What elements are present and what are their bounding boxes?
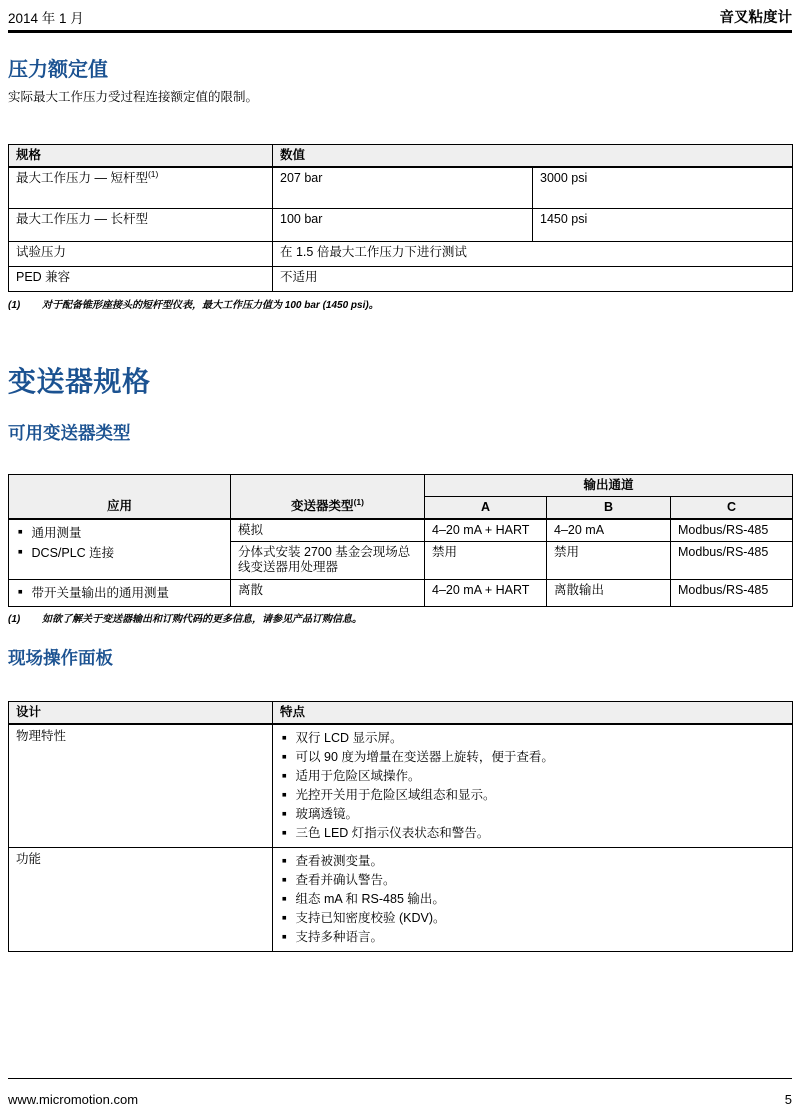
cell-value-psi: 1450 psi — [533, 208, 793, 241]
feature-item: ■ 光控开关用于危险区域组态和显示。 — [280, 786, 785, 805]
section-heading-transmitter-specs: 变送器规格 — [8, 365, 151, 397]
square-bullet-icon: ■ — [282, 932, 287, 942]
cell-channel-c: Modbus/RS-485 — [671, 542, 793, 580]
col-header-features: 特点 — [273, 702, 793, 725]
square-bullet-icon: ■ — [282, 875, 287, 885]
display-panel-table — [8, 701, 793, 952]
footnote-marker: (1) — [8, 614, 21, 626]
table-row — [9, 167, 793, 208]
square-bullet-icon: ■ — [18, 526, 23, 536]
square-bullet-icon: ■ — [282, 790, 287, 800]
square-bullet-icon: ■ — [282, 752, 287, 762]
square-bullet-icon: ■ — [282, 809, 287, 819]
header-date: 2014 年 1 月 — [8, 11, 84, 26]
cell-value-bar: 207 bar — [273, 167, 533, 208]
square-bullet-icon: ■ — [282, 894, 287, 904]
footnote-ref: (1) — [147, 168, 159, 179]
table-header-row — [9, 702, 793, 725]
cell-channel-c: Modbus/RS-485 — [671, 580, 793, 607]
col-header-application: 应用 — [9, 474, 231, 519]
subsection-heading-display-panel: 现场操作面板 — [8, 648, 113, 669]
cell-channel-a: 4–20 mA + HART — [425, 519, 547, 542]
col-header-transmitter-type: 变送器类型$^{(1)}$ — [231, 474, 425, 519]
table-row — [9, 241, 793, 266]
square-bullet-icon: ■ — [18, 546, 23, 556]
application-item: ■ DCS/PLC 连接 — [16, 543, 223, 563]
cell-design-label: 功能 — [9, 848, 273, 952]
col-header-channel-b: B — [547, 496, 671, 519]
feature-item: ■ 适用于危险区域操作。 — [280, 767, 785, 786]
feature-item: ■ 组态 mA 和 RS-485 输出。 — [280, 890, 785, 909]
transmitter-footnote — [8, 614, 792, 626]
subsection-heading-transmitter-types: 可用变送器类型 — [8, 422, 131, 443]
col-header-channel-a: A — [425, 496, 547, 519]
square-bullet-icon: ■ — [282, 771, 287, 781]
cell-spec-label: PED 兼容 — [9, 266, 273, 291]
square-bullet-icon: ■ — [282, 828, 287, 838]
feature-item: ■ 支持已知密度校验 (KDV)。 — [280, 909, 785, 928]
cell-channel-a: 禁用 — [425, 542, 547, 580]
cell-transmitter-type: 分体式安装 2700 基金会现场总线变送器用处理器 — [231, 542, 425, 580]
cell-spec-label: 试验压力 — [9, 241, 273, 266]
table-header-row — [9, 474, 793, 496]
cell-spec-label: 最大工作压力 — 短杆型$^{(1)}$ — [9, 167, 273, 208]
cell-application-group — [9, 519, 231, 580]
cell-spec-label: 最大工作压力 — 长杆型 — [9, 208, 273, 241]
cell-value-bar: 100 bar — [273, 208, 533, 241]
feature-item: ■ 玻璃透镜。 — [280, 805, 785, 824]
pressure-footnote — [8, 300, 792, 312]
cell-value-psi: 3000 psi — [533, 167, 793, 208]
cell-design-label: 物理特性 — [9, 724, 273, 848]
table-row — [9, 580, 793, 607]
feature-item: ■ 双行 LCD 显示屏。 — [280, 729, 785, 748]
footnote-marker: (1) — [8, 299, 21, 311]
table-header-row — [9, 145, 793, 168]
col-header-value: 数值 — [273, 145, 793, 168]
footnote-text: 对于配备锥形座接头的短杆型仪表，最大工作压力值为 100 bar (1450 psi)。 — [42, 299, 379, 311]
feature-item: ■ 三色 LED 灯指示仪表状态和警告。 — [280, 824, 785, 843]
pressure-intro-text: 实际最大工作压力受过程连接额定值的限制。 — [8, 90, 259, 104]
running-header — [8, 0, 792, 33]
cell-channel-b: 4–20 mA — [547, 519, 671, 542]
cell-application — [9, 580, 231, 607]
running-footer — [8, 1078, 792, 1107]
footnote-text: 如欲了解关于变送器输出和订购代码的更多信息，请参见产品订购信息。 — [42, 614, 362, 626]
square-bullet-icon: ■ — [282, 913, 287, 923]
application-item: ■ 带开关量输出的通用测量 — [16, 583, 223, 603]
col-header-output-channels: 输出通道 — [425, 474, 793, 496]
table-row — [9, 208, 793, 241]
application-item: ■ 通用测量 — [16, 523, 223, 543]
feature-item: ■ 查看并确认警告。 — [280, 871, 785, 890]
pressure-ratings-table — [8, 144, 793, 292]
table-row — [9, 848, 793, 952]
cell-feature-list — [273, 848, 793, 952]
cell-channel-a: 4–20 mA + HART — [425, 580, 547, 607]
cell-value: 不适用 — [273, 266, 793, 291]
square-bullet-icon: ■ — [18, 587, 23, 597]
cell-value: 在 1.5 倍最大工作压力下进行测试 — [273, 241, 793, 266]
square-bullet-icon: ■ — [282, 733, 287, 743]
feature-item: ■ 支持多种语言。 — [280, 928, 785, 947]
footer-page-number: 5 — [784, 1092, 792, 1107]
cell-channel-b: 离散输出 — [547, 580, 671, 607]
col-header-channel-c: C — [671, 496, 793, 519]
header-product-title: 音叉粘度计 — [719, 10, 792, 26]
cell-channel-b: 禁用 — [547, 542, 671, 580]
section-heading-pressure-ratings: 压力额定值 — [8, 59, 108, 81]
cell-transmitter-type: 离散 — [231, 580, 425, 607]
square-bullet-icon: ■ — [282, 856, 287, 866]
table-row — [9, 266, 793, 291]
footnote-ref: (1) — [353, 496, 364, 507]
transmitter-types-table — [8, 474, 793, 608]
feature-item: ■ 可以 90 度为增量在变送器上旋转，便于查看。 — [280, 748, 785, 767]
table-row — [9, 519, 793, 542]
feature-item: ■ 查看被测变量。 — [280, 852, 785, 871]
cell-feature-list — [273, 724, 793, 848]
col-header-design: 设计 — [9, 702, 273, 725]
cell-transmitter-type: 模拟 — [231, 519, 425, 542]
footer-website-url: www.micromotion.com — [8, 1092, 139, 1107]
col-header-spec: 规格 — [9, 145, 273, 168]
table-row — [9, 724, 793, 848]
cell-channel-c: Modbus/RS-485 — [671, 519, 793, 542]
